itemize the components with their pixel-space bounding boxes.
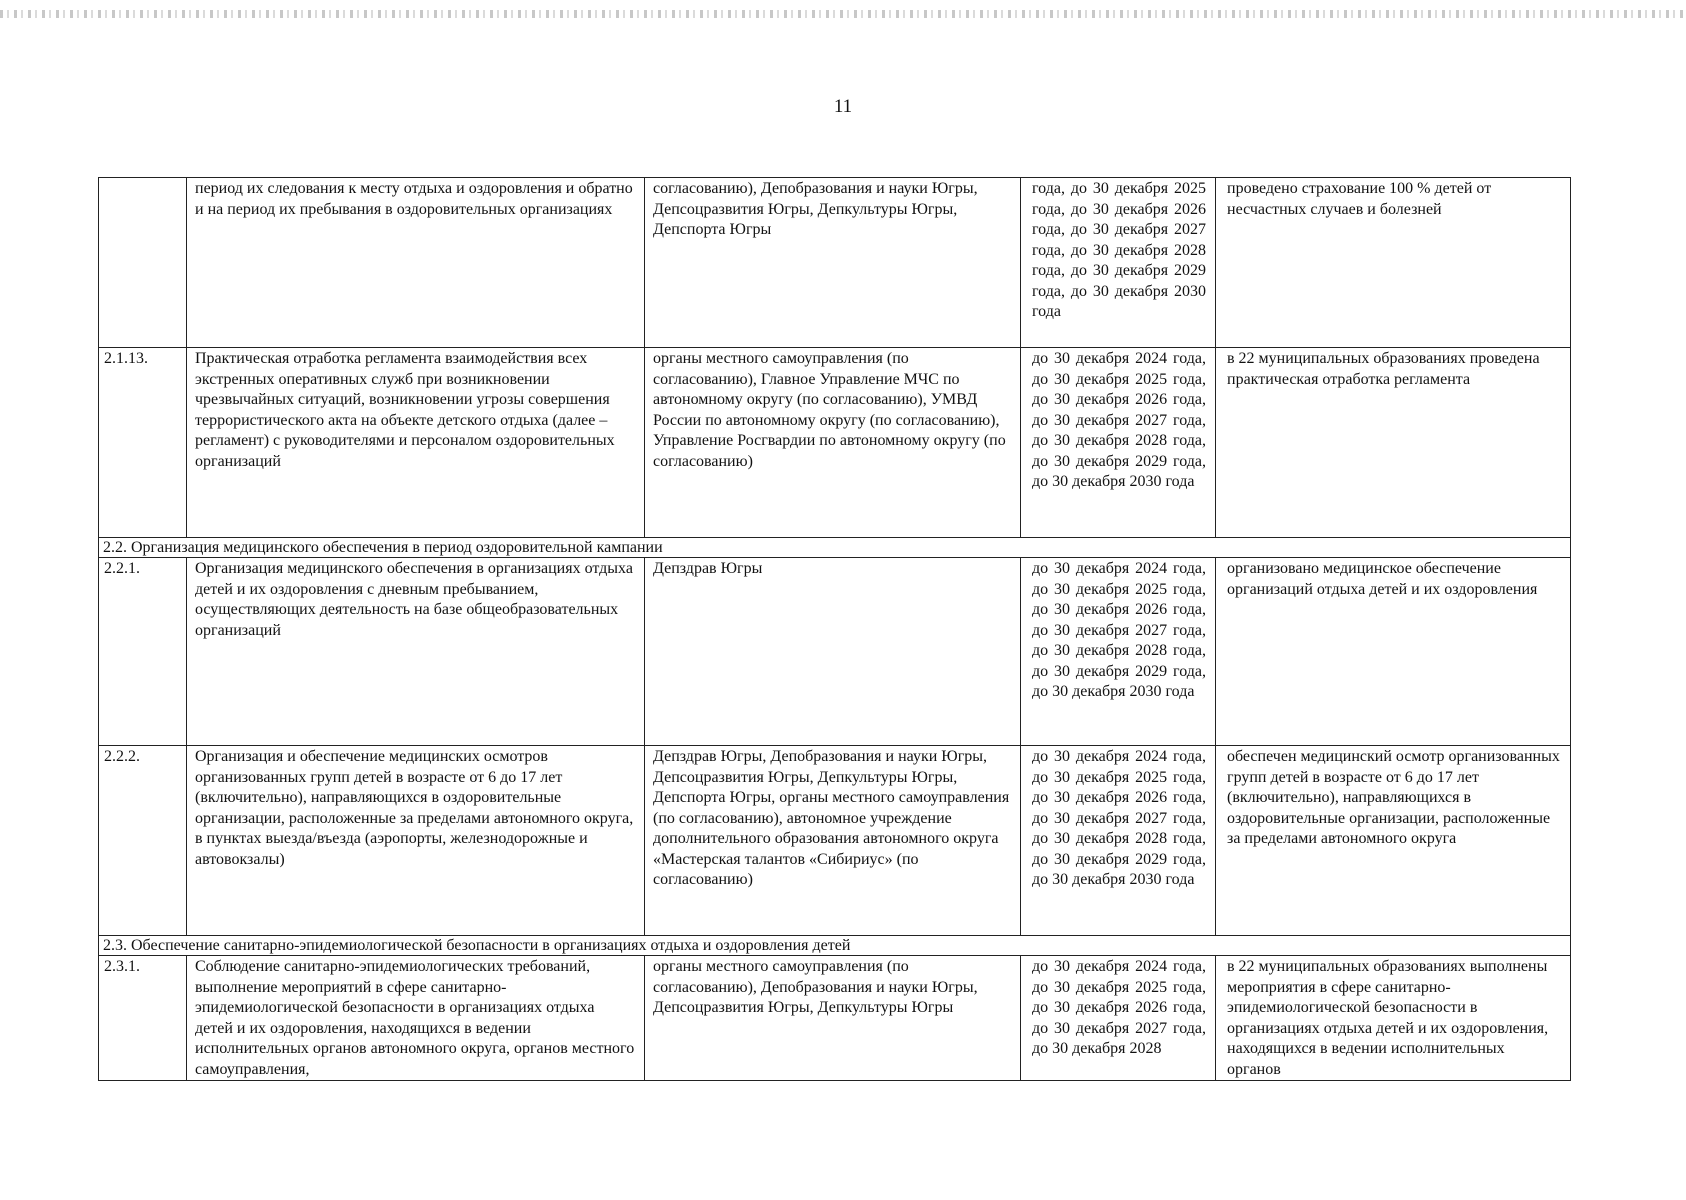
result-cell: проведено страхование 100 % детей от несчастных случаев и болезней (1216, 178, 1571, 348)
result-cell: организовано медицинское обеспечение организаций отдыха детей и их оздоровления (1216, 558, 1571, 746)
activity-cell: Практическая отработка регламента взаимодействия всех экстренных оперативных служб при возникновении чрезвычайных ситуаций, возникновении угрозы совершения террористического акта на объекте детского отдыха (далее – регламент) с руководителями и персоналом оздоровительных организаций (187, 348, 645, 538)
row-number: 2.3.1. (99, 956, 187, 1081)
table-row (99, 178, 1571, 348)
section-heading: 2.2. Организация медицинского обеспечения в период оздоровительной кампании (99, 538, 1571, 558)
result-cell: обеспечен медицинский осмотр организованных групп детей в возрасте от 6 до 17 лет (включительно), направляющихся в оздоровительные организации, расположенные за пределами автономного округа (1216, 746, 1571, 936)
result-cell: в 22 муниципальных образованиях выполнены мероприятия в сфере санитарно-эпидемиологической безопасности в организациях отдыха детей и их оздоровления, находящихся в ведении исполнительных органов (1216, 956, 1571, 1081)
table-row (99, 558, 1571, 746)
table-row (99, 348, 1571, 538)
row-number (99, 178, 187, 348)
section-heading: 2.3. Обеспечение санитарно-эпидемиологической безопасности в организациях отдыха и оздоровления детей (99, 936, 1571, 956)
deadline-cell: до 30 декабря 2024 года, до 30 декабря 2025 года, до 30 декабря 2026 года, до 30 декабря 2027 года, до 30 декабря 2028 года, до 30 декабря 2029 года, до 30 декабря 2030 года (1021, 746, 1216, 936)
executors-cell: согласованию), Депобразования и науки Югры, Депсоцразвития Югры, Депкультуры Югры, Депспорта Югры (645, 178, 1021, 348)
activities-table (98, 177, 1571, 1081)
section-row (99, 936, 1571, 956)
deadline-cell: года, до 30 декабря 2025 года, до 30 декабря 2026 года, до 30 декабря 2027 года, до 30 декабря 2028 года, до 30 декабря 2029 года, до 30 декабря 2030 года (1021, 178, 1216, 348)
page-number: 11 (833, 96, 853, 117)
executors-cell: Депздрав Югры (645, 558, 1021, 746)
table-row (99, 746, 1571, 936)
scan-edge-artifact (0, 10, 1686, 18)
deadline-cell: до 30 декабря 2024 года, до 30 декабря 2025 года, до 30 декабря 2026 года, до 30 декабря 2027 года, до 30 декабря 2028 (1021, 956, 1216, 1081)
activity-cell: Организация медицинского обеспечения в организациях отдыха детей и их оздоровления с дневным пребыванием, осуществляющих деятельность на базе общеобразовательных организаций (187, 558, 645, 746)
row-number: 2.1.13. (99, 348, 187, 538)
activity-cell: Соблюдение санитарно-эпидемиологических требований, выполнение мероприятий в сфере санитарно-эпидемиологической безопасности в организациях отдыха детей и их оздоровления, находящихся в ведении исполнительных органов автономного округа, органов местного самоуправления, (187, 956, 645, 1081)
result-cell: в 22 муниципальных образованиях проведена практическая отработка регламента (1216, 348, 1571, 538)
row-number: 2.2.1. (99, 558, 187, 746)
executors-cell: органы местного самоуправления (по согласованию), Депобразования и науки Югры, Депсоцразвития Югры, Депкультуры Югры (645, 956, 1021, 1081)
deadline-cell: до 30 декабря 2024 года, до 30 декабря 2025 года, до 30 декабря 2026 года, до 30 декабря 2027 года, до 30 декабря 2028 года, до 30 декабря 2029 года, до 30 декабря 2030 года (1021, 348, 1216, 538)
activity-cell: период их следования к месту отдыха и оздоровления и обратно и на период их пребывания в оздоровительных организациях (187, 178, 645, 348)
executors-cell: органы местного самоуправления (по согласованию), Главное Управление МЧС по автономному округу (по согласованию), УМВД России по автономному округу (по согласованию), Управление Росгвардии по автономному округу (по согласованию) (645, 348, 1021, 538)
executors-cell: Депздрав Югры, Депобразования и науки Югры, Депсоцразвития Югры, Депкультуры Югры, Депспорта Югры, органы местного самоуправления (по согласованию), автономное учреждение дополнительного образования автономного округа «Мастерская талантов «Сибириус» (по согласованию) (645, 746, 1021, 936)
row-number: 2.2.2. (99, 746, 187, 936)
deadline-cell: до 30 декабря 2024 года, до 30 декабря 2025 года, до 30 декабря 2026 года, до 30 декабря 2027 года, до 30 декабря 2028 года, до 30 декабря 2029 года, до 30 декабря 2030 года (1021, 558, 1216, 746)
table-row (99, 956, 1571, 1081)
activity-cell: Организация и обеспечение медицинских осмотров организованных групп детей в возрасте от 6 до 17 лет (включительно), направляющихся в оздоровительные организации, расположенные за пределами автономного округа, в пунктах выезда/въезда (аэропорты, железнодорожные и автовокзалы) (187, 746, 645, 936)
section-row (99, 538, 1571, 558)
